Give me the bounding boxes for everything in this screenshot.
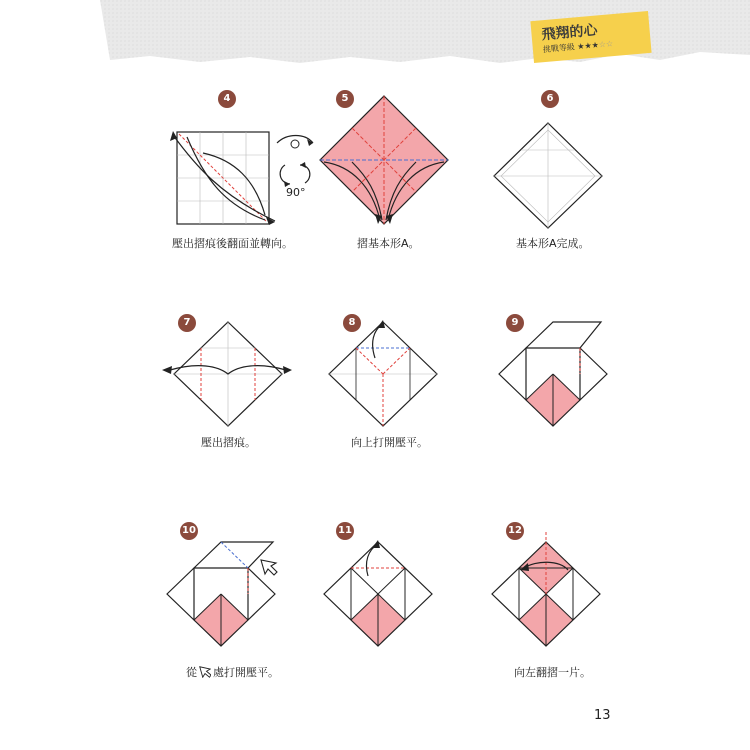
rotate-arrow-icon xyxy=(280,162,310,187)
step-11-diagram xyxy=(320,538,440,658)
hand-pointer-inline-icon xyxy=(199,666,211,678)
step-8-caption: 向上打開壓平。 xyxy=(351,436,428,449)
step-10-caption-before: 從 xyxy=(186,666,197,679)
step-4-caption: 壓出摺痕後翻面並轉向。 xyxy=(172,237,293,250)
difficulty-label: 挑戰等級 xyxy=(542,42,576,55)
rotation-label: 90° xyxy=(286,186,306,199)
book-title: 飛翔的心 xyxy=(540,22,599,44)
step-9-diagram xyxy=(495,318,615,433)
step-5-badge: 5 xyxy=(336,90,354,108)
step-9-badge: 9 xyxy=(506,314,524,332)
stars-empty-icon: ☆☆ xyxy=(598,39,614,50)
step-6-badge: 6 xyxy=(541,90,559,108)
step-11-badge: 11 xyxy=(336,522,354,540)
step-5-caption: 摺基本形A。 xyxy=(357,237,420,250)
step-12-diagram xyxy=(488,530,613,658)
step-10-caption-after: 處打開壓平。 xyxy=(213,666,279,679)
step-4-diagram xyxy=(165,125,315,235)
step-12-caption: 向左翻摺一片。 xyxy=(514,666,591,679)
step-12-badge: 12 xyxy=(506,522,524,540)
step-10-badge: 10 xyxy=(180,522,198,540)
step-7-diagram xyxy=(158,318,298,433)
stars-filled-icon: ★★★ xyxy=(576,40,600,52)
flip-arrow-icon xyxy=(277,136,313,149)
step-10-caption xyxy=(186,664,279,680)
step-7-badge: 7 xyxy=(178,314,196,332)
step-7-caption: 壓出摺痕。 xyxy=(201,436,256,449)
step-8-badge: 8 xyxy=(343,314,361,332)
step-8-diagram xyxy=(325,318,445,433)
step-4-badge: 4 xyxy=(218,90,236,108)
page-number: 13 xyxy=(594,708,611,723)
hand-pointer-icon xyxy=(261,560,277,575)
step-10-diagram xyxy=(165,538,290,658)
step-5-diagram xyxy=(312,92,462,232)
step-6-diagram xyxy=(490,118,610,233)
step-6-caption: 基本形A完成。 xyxy=(516,237,590,250)
